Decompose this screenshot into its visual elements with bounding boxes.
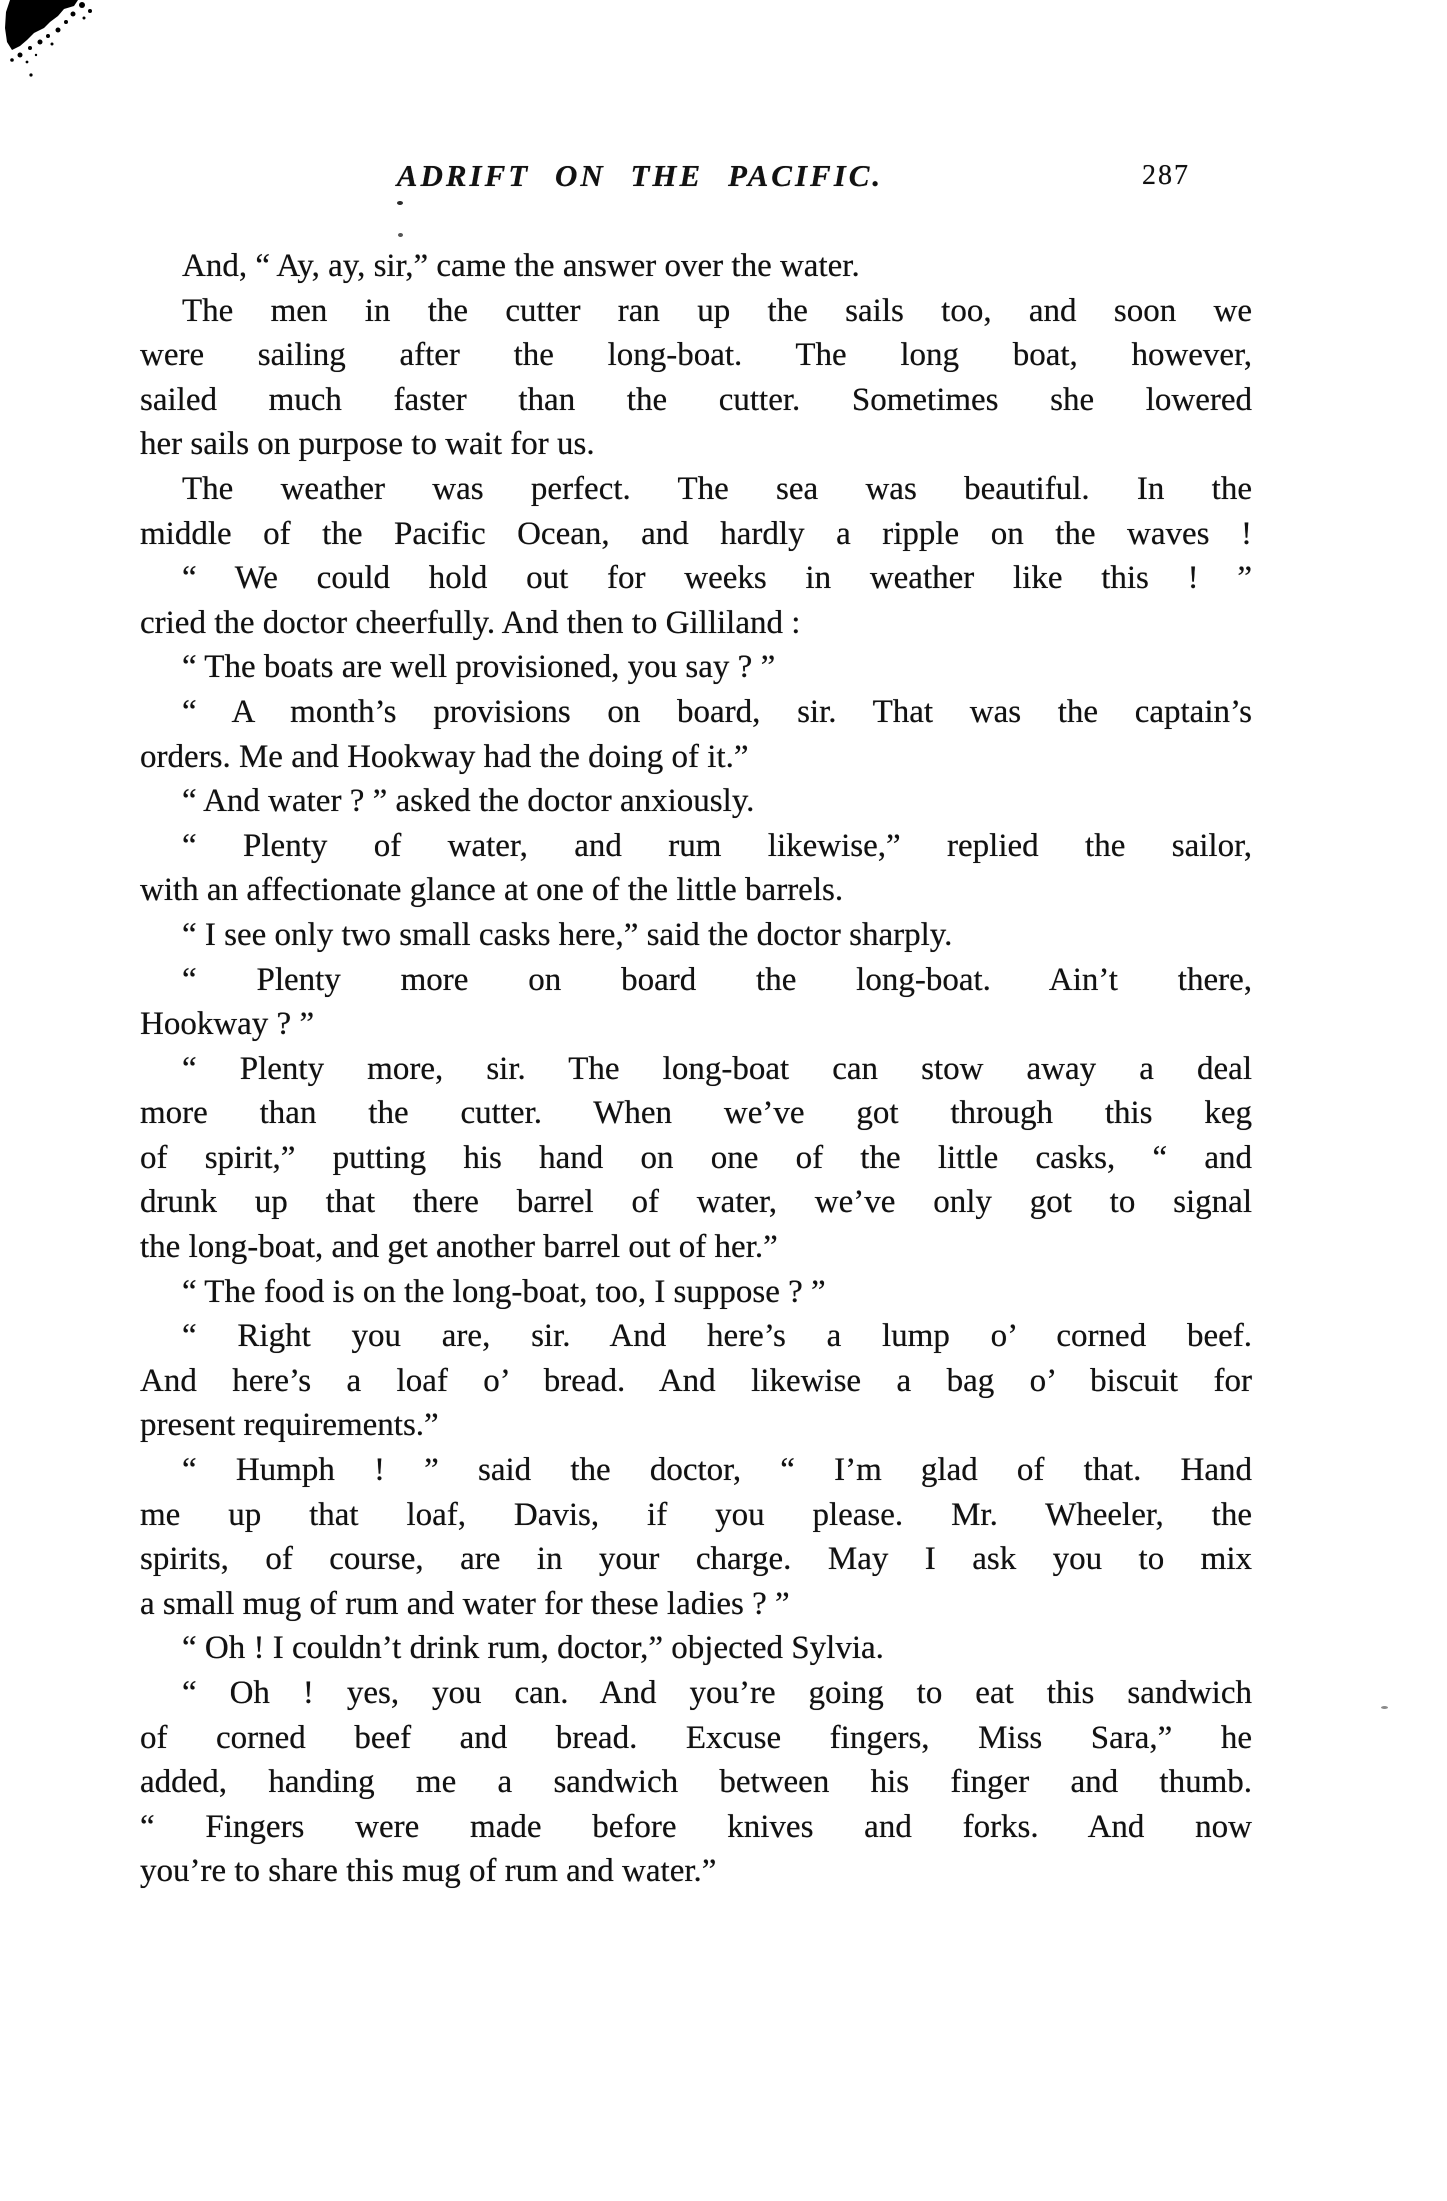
ink-speck bbox=[398, 233, 403, 237]
text-line: “ We could hold out for weeks in weather like this ! ” bbox=[182, 560, 1252, 597]
text-line: “ Plenty more, sir. The long-boat can stow away a deal bbox=[182, 1050, 1252, 1087]
ink-speck bbox=[397, 201, 403, 205]
text-line: “ I see only two small casks here,” said the doctor sharply. bbox=[182, 916, 953, 953]
text-line: “ Plenty of water, and rum likewise,” replied the sailor, bbox=[182, 827, 1252, 864]
text-line: drunk up that there barrel of water, we’ve only got to signal bbox=[140, 1184, 1252, 1221]
text-line: cried the doctor cheerfully. And then to Gilliland : bbox=[140, 604, 801, 641]
text-line: And, “ Ay, ay, sir,” came the answer over the water. bbox=[182, 248, 860, 284]
text-line: me up that loaf, Davis, if you please. Mr. Wheeler, the bbox=[140, 1496, 1252, 1533]
ink-speck bbox=[1381, 1706, 1388, 1709]
text-line: the long-boat, and get another barrel out of her.” bbox=[140, 1229, 778, 1266]
ink-smudge bbox=[0, 0, 130, 100]
text-line: her sails on purpose to wait for us. bbox=[140, 426, 595, 463]
page-number: 287 bbox=[1142, 160, 1190, 191]
text-line: “ Oh ! I couldn’t drink rum, doctor,” objected Sylvia. bbox=[182, 1630, 884, 1667]
text-line: The men in the cutter ran up the sails too, and soon we bbox=[182, 292, 1252, 329]
text-line: with an affectionate glance at one of the little barrels. bbox=[140, 872, 844, 909]
text-line: added, handing me a sandwich between his finger and thumb. bbox=[140, 1764, 1252, 1801]
text-line: The weather was perfect. The sea was beautiful. In the bbox=[182, 470, 1252, 507]
text-line: were sailing after the long-boat. The long boat, however, bbox=[140, 337, 1252, 374]
text-line: “ Right you are, sir. And here’s a lump o’ corned beef. bbox=[182, 1318, 1252, 1355]
text-line: “ Plenty more on board the long-boat. Ain’t there, bbox=[182, 961, 1252, 998]
text-line: “ Oh ! yes, you can. And you’re going to eat this sandwich bbox=[182, 1675, 1252, 1711]
text-line: And here’s a loaf o’ bread. And likewise a bag o’ biscuit for bbox=[140, 1362, 1252, 1399]
text-line: sailed much faster than the cutter. Sometimes she lowered bbox=[140, 381, 1252, 418]
text-line: you’re to share this mug of rum and water.” bbox=[140, 1853, 717, 1890]
running-head-title: ADRIFT ON THE PACIFIC. bbox=[396, 158, 884, 193]
text-line: present requirements.” bbox=[140, 1407, 439, 1444]
text-line: “ The food is on the long-boat, too, I suppose ? ” bbox=[182, 1273, 826, 1310]
text-line: Hookway ? ” bbox=[140, 1006, 315, 1043]
text-line: of spirit,” putting his hand on one of the little casks, “ and bbox=[140, 1139, 1252, 1176]
text-line: “ Humph ! ” said the doctor, “ I’m glad of that. Hand bbox=[182, 1452, 1252, 1489]
text-line: more than the cutter. When we’ve got through this keg bbox=[140, 1095, 1252, 1132]
text-line: spirits, of course, are in your charge. May I ask you to mix bbox=[140, 1541, 1252, 1578]
text-line: “ The boats are well provisioned, you say ? ” bbox=[182, 649, 776, 686]
text-line: a small mug of rum and water for these ladies ? ” bbox=[140, 1585, 790, 1622]
text-line: “ And water ? ” asked the doctor anxiously. bbox=[182, 783, 755, 820]
text-body bbox=[140, 244, 1252, 1894]
text-line: “ A month’s provisions on board, sir. That was the captain’s bbox=[182, 693, 1252, 730]
text-line: of corned beef and bread. Excuse fingers, Miss Sara,” he bbox=[140, 1719, 1252, 1756]
text-line: middle of the Pacific Ocean, and hardly a ripple on the waves ! bbox=[140, 515, 1252, 552]
text-line: “ Fingers were made before knives and forks. And now bbox=[140, 1808, 1252, 1845]
text-line: orders. Me and Hookway had the doing of it.” bbox=[140, 738, 749, 775]
